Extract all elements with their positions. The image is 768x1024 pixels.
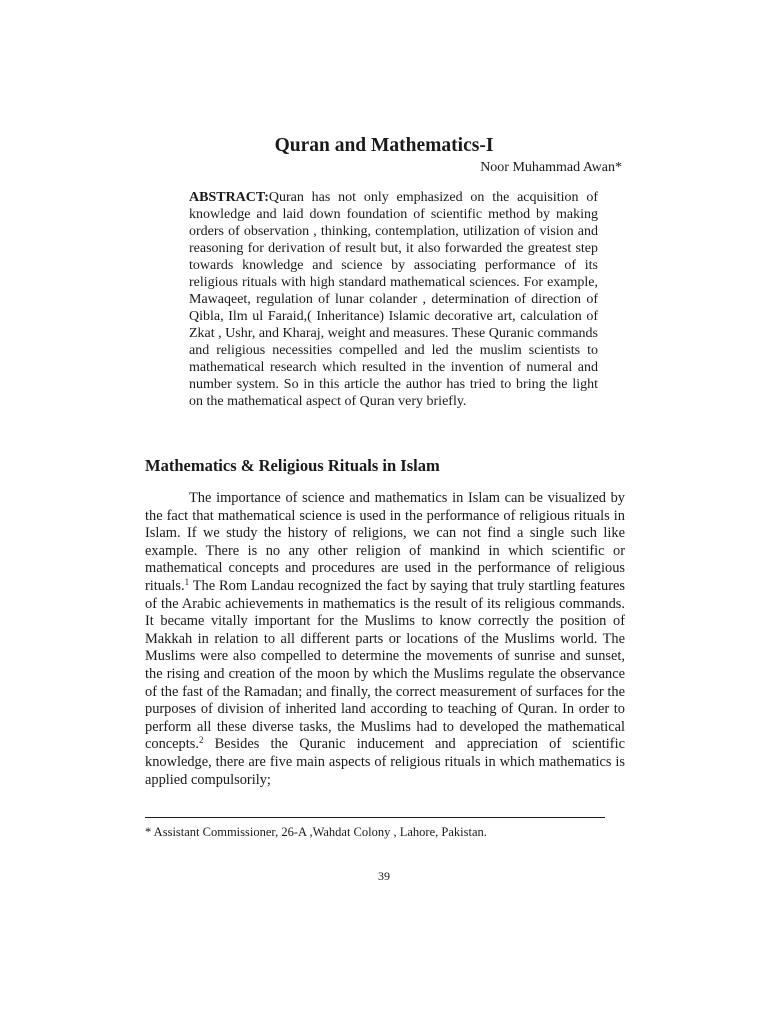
article-title: Quran and Mathematics-I xyxy=(274,135,494,156)
body-text-part-1: The importance of science and mathematics in Islam can be visualized by the fact that mathematical science is used in the performance of religious rituals in Islam. If we study the history of religions, we can not find a single such like example. There is no any other religion of mankind in which scientific or mathematical concepts and procedures are used in the performance of religious rituals. xyxy=(145,490,625,594)
body-text-part-3: Besides the Quranic inducement and appreciation of scientific knowledge, there are five main aspects of religious rituals in which mathematics is applied compulsorily; xyxy=(145,736,625,788)
abstract-text: Quran has not only emphasized on the acquisition of knowledge and laid down foundation of scientific method by making orders of observation , thinking, contemplation, utilization of vision and reasoning for derivation of result but, it also forwarded the greatest step towards knowledge and science by associating performance of its religious rituals with high standard mathematical sciences. For example, Mawaqeet, regulation of lunar colander , determination of direction of Qibla, Ilm ul Faraid,( Inheritance) Islamic decorative art, calculation of Zkat , Ushr, and Kharaj, weight and measures. These Quranic commands and religious necessities compelled and led the muslim scientists to mathematical research which resulted in the invention of numeral and number system. So in this article the author has tried to bring the light on the mathematical aspect of Quran very briefly. xyxy=(189,190,598,409)
footnote-divider xyxy=(145,817,605,818)
footnote-ref-1: 1 xyxy=(184,576,190,587)
abstract-label: ABSTRACT: xyxy=(189,190,269,205)
section-heading: Mathematics & Religious Rituals in Islam xyxy=(145,456,440,475)
footnote-ref-2: 2 xyxy=(198,735,204,746)
page-number: 39 xyxy=(378,869,390,883)
body-text-part-2: The Rom Landau recognized the fact by saying that truly startling features of the Arabic achievements in mathematics is the result of its religious commands. It became vitally important for the Muslims to know correctly the position of Makkah in relation to all different parts or locations of the Muslims world. The Muslims were also compelled to determine the movements of sunrise and sunset, the rising and creation of the moon by which the Muslims regulate the observance of the fast of the Ramadan; and finally, the correct measurement of surfaces for the purposes of division of inherited land according to teaching of Quran. In order to perform all these diverse tasks, the Muslims had to developed the mathematical concepts. xyxy=(145,577,625,753)
abstract xyxy=(189,189,598,410)
footnote: * Assistant Commissioner, 26-A ,Wahdat Colony , Lahore, Pakistan. xyxy=(145,825,487,839)
body-paragraph xyxy=(145,490,625,789)
author-name: Noor Muhammad Awan* xyxy=(480,160,622,175)
